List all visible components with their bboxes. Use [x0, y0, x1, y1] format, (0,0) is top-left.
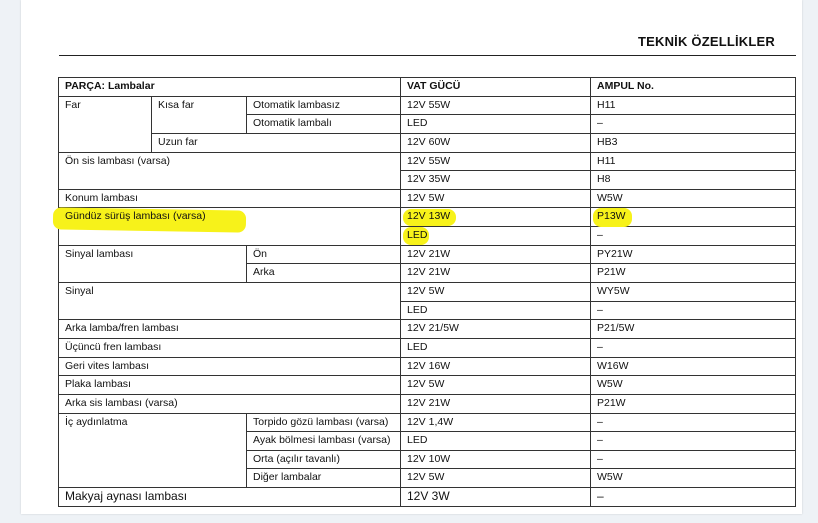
row-bulb	[591, 208, 796, 227]
table-row	[59, 413, 796, 432]
row-power: LED	[401, 432, 591, 451]
row-bulb: W5W	[591, 376, 796, 395]
row-power: 12V 1,4W	[401, 413, 591, 432]
table-row	[59, 283, 796, 302]
lamp-spec-table	[58, 77, 796, 507]
row-power: 12V 5W	[401, 283, 591, 302]
row-sublabel: Ön	[247, 245, 401, 264]
row-power	[401, 227, 591, 246]
row-power: 12V 5W	[401, 189, 591, 208]
row-bulb: H11	[591, 96, 796, 115]
row-label	[59, 208, 401, 245]
table-row	[59, 488, 796, 507]
row-sublabel: Arka	[247, 264, 401, 283]
row-label: Sinyal lambası	[59, 245, 247, 282]
row-bulb: –	[591, 338, 796, 357]
row-bulb: WY5W	[591, 283, 796, 302]
row-bulb: –	[591, 450, 796, 469]
row-power: 12V 16W	[401, 357, 591, 376]
row-bulb: P21W	[591, 264, 796, 283]
header-bulb: AMPUL No.	[591, 78, 796, 97]
row-label: Uzun far	[152, 133, 401, 152]
table-row	[59, 338, 796, 357]
row-power: 12V 21W	[401, 394, 591, 413]
row-sublabel: Torpido gözü lambası (varsa)	[247, 413, 401, 432]
table-row	[59, 394, 796, 413]
highlighted-text: 12V 13W	[407, 208, 450, 225]
highlighted-text: LED	[407, 227, 427, 244]
row-label: Arka sis lambası (varsa)	[59, 394, 401, 413]
table-row	[59, 96, 796, 115]
row-bulb: –	[591, 432, 796, 451]
row-power: 12V 21W	[401, 264, 591, 283]
row-power: LED	[401, 338, 591, 357]
row-label: Üçüncü fren lambası	[59, 338, 401, 357]
row-bulb: W5W	[591, 189, 796, 208]
far-label: Far	[59, 96, 152, 152]
row-power: 12V 5W	[401, 469, 591, 488]
row-power: 12V 60W	[401, 133, 591, 152]
row-label: Otomatik lambalı	[247, 115, 401, 134]
row-bulb: W5W	[591, 469, 796, 488]
highlighted-text: P13W	[597, 208, 626, 225]
title-rule	[59, 55, 796, 56]
row-power: 12V 55W	[401, 152, 591, 171]
row-bulb: –	[591, 488, 796, 507]
row-bulb: P21/5W	[591, 320, 796, 339]
row-power: 12V 55W	[401, 96, 591, 115]
table-row	[59, 245, 796, 264]
table-row	[59, 376, 796, 395]
row-sublabel: Orta (açılır tavanlı)	[247, 450, 401, 469]
row-power: LED	[401, 301, 591, 320]
row-power: 12V 5W	[401, 376, 591, 395]
row-label: Konum lambası	[59, 189, 401, 208]
row-label: Sinyal	[59, 283, 401, 320]
table-row	[59, 189, 796, 208]
table-row	[59, 208, 796, 227]
row-bulb: W16W	[591, 357, 796, 376]
row-power	[401, 208, 591, 227]
row-sublabel: Diğer lambalar	[247, 469, 401, 488]
row-label: İç aydınlatma	[59, 413, 247, 488]
row-label: Ön sis lambası (varsa)	[59, 152, 401, 189]
row-power: 12V 21/5W	[401, 320, 591, 339]
kisa-far-label: Kısa far	[152, 96, 247, 133]
highlighted-text: Gündüz sürüş lambası (varsa)	[65, 208, 206, 225]
row-power: 12V 21W	[401, 245, 591, 264]
row-power: 12V 10W	[401, 450, 591, 469]
row-bulb: H8	[591, 171, 796, 190]
row-label: Otomatik lambasız	[247, 96, 401, 115]
table-row	[59, 133, 796, 152]
row-bulb: H11	[591, 152, 796, 171]
row-sublabel: Ayak bölmesi lambası (varsa)	[247, 432, 401, 451]
row-bulb: –	[591, 413, 796, 432]
page-title: TEKNİK ÖZELLİKLER	[637, 34, 775, 49]
table-header-row	[59, 78, 796, 97]
row-label: Plaka lambası	[59, 376, 401, 395]
header-part: PARÇA: Lambalar	[59, 78, 401, 97]
row-power: 12V 35W	[401, 171, 591, 190]
row-bulb: P21W	[591, 394, 796, 413]
row-power: 12V 3W	[401, 488, 591, 507]
row-bulb: –	[591, 227, 796, 246]
document-page	[21, 0, 802, 514]
table-row	[59, 320, 796, 339]
row-bulb: –	[591, 115, 796, 134]
table-row	[59, 357, 796, 376]
row-label: Arka lamba/fren lambası	[59, 320, 401, 339]
row-bulb: PY21W	[591, 245, 796, 264]
row-bulb: –	[591, 301, 796, 320]
row-label: Makyaj aynası lambası	[59, 488, 401, 507]
row-power: LED	[401, 115, 591, 134]
row-label: Geri vites lambası	[59, 357, 401, 376]
row-bulb: HB3	[591, 133, 796, 152]
header-power: VAT GÜCÜ	[401, 78, 591, 97]
table-row	[59, 152, 796, 171]
